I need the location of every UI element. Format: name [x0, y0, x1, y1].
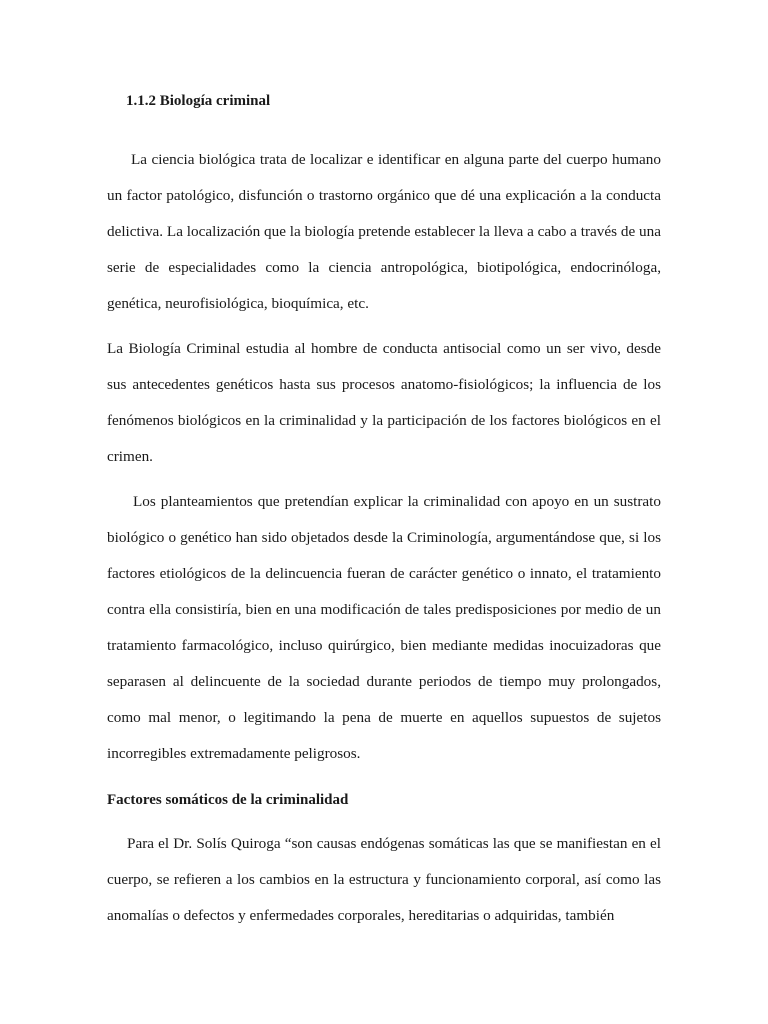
paragraph: [107, 826, 661, 934]
paragraph-text: La Biología Criminal estudia al hombre de conducta antisocial como un ser vivo, desde sus antecedentes genéticos hasta sus procesos anatomo-fisiológicos; la influencia de los fenómenos biológicos en la criminalidad y la participación de los factores biológicos en el crimen.: [107, 340, 661, 465]
paragraph-text: Para el Dr. Solís Quiroga “son causas endógenas somáticas las que se manifiestan en el cuerpo, se refieren a los cambios en la estructura y funcionamiento corporal, así como las anomalías o defectos y enfermedades corporales, hereditarias o adquiridas, también: [107, 835, 661, 924]
paragraph: [107, 484, 661, 772]
paragraph: [107, 331, 661, 475]
section-heading: 1.1.2 Biología criminal: [126, 93, 271, 109]
paragraph-text: La ciencia biológica trata de localizar e identificar en alguna parte del cuerpo humano un factor patológico, disfunción o trastorno orgánico que dé una explicación a la conducta delictiva. La localización que la biología pretende establecer la lleva a cabo a través de una serie de especialidades como la ciencia antropológica, biotipológica, endocrinóloga, genética, neurofisiológica, bioquímica, etc.: [107, 151, 661, 312]
subheading: Factores somáticos de la criminalidad: [107, 792, 349, 808]
paragraph: [107, 142, 661, 322]
paragraph-text: Los planteamientos que pretendían explicar la criminalidad con apoyo en un sustrato biológico o genético han sido objetados desde la Criminología, argumentándose que, si los factores etiológicos de la delincuencia fueran de carácter genético o innato, el tratamiento contra ella consistiría, bien en una modificación de tales predisposiciones por medio de un tratamiento farmacológico, incluso quirúrgico, bien mediante medidas inocuizadoras que separasen al delincuente de la sociedad durante periodos de tiempo muy prolongados, como mal menor, o legitimando la pena de muerte en aquellos supuestos de sujetos incorregibles extremadamente peligrosos.: [107, 493, 661, 762]
